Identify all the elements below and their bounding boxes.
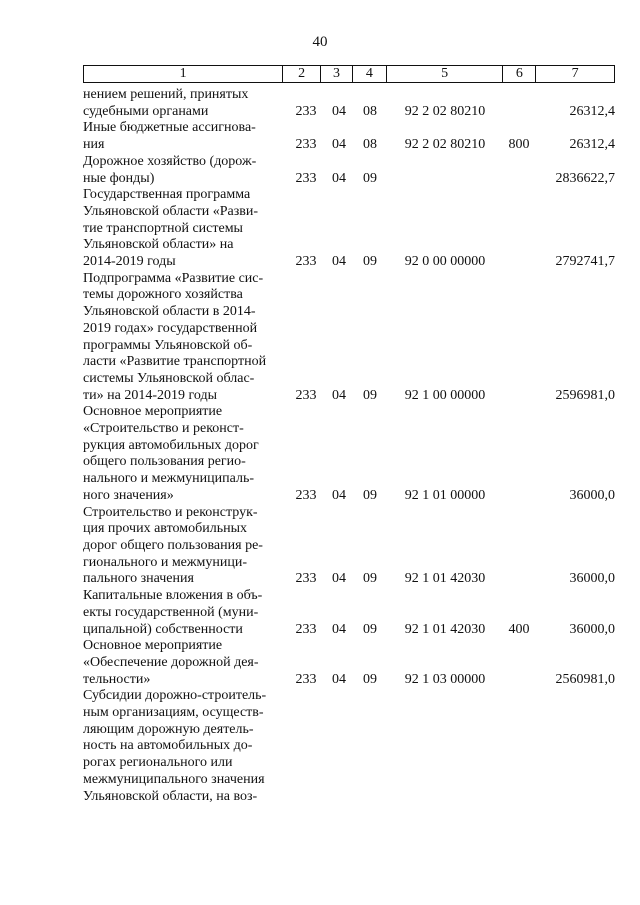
description-line: 2019 годах» государственной xyxy=(83,320,258,336)
description-line: пального значения xyxy=(83,571,194,587)
row-description xyxy=(83,638,288,688)
description-line: гионального и межмуници- xyxy=(83,554,248,570)
row-target-code: 92 2 02 80210 xyxy=(404,137,486,153)
description-line: общего пользования регио- xyxy=(83,454,246,470)
description-line: ципальной) собственности xyxy=(83,621,243,637)
header-col-4: 4 xyxy=(353,66,387,82)
description-line: ным организациям, осуществ- xyxy=(83,705,264,721)
row-description xyxy=(83,187,288,271)
description-line: ния xyxy=(83,137,105,153)
description-line: «Строительство и реконст- xyxy=(83,421,244,437)
table-row xyxy=(83,271,615,405)
description-line: нального и межмуниципаль- xyxy=(83,471,255,487)
header-col-3: 3 xyxy=(321,66,353,82)
row-amount: 26312,4 xyxy=(569,103,615,119)
row-amount: 2560981,0 xyxy=(555,671,615,687)
description-line: системы Ульяновской облас- xyxy=(83,370,255,386)
description-line: Субсидии дорожно-строитель- xyxy=(83,688,267,704)
description-line: рукция автомобильных дорог xyxy=(83,437,259,453)
row-description xyxy=(83,588,288,638)
row-amount: 36000,0 xyxy=(569,487,615,503)
description-line: Капитальные вложения в объ- xyxy=(83,588,263,604)
description-line: ные фонды) xyxy=(83,170,155,186)
description-line: екты государственной (муни- xyxy=(83,604,259,620)
row-section: 04 xyxy=(332,170,346,186)
table-row xyxy=(83,154,615,187)
description-line: ти» на 2014-2019 годы xyxy=(83,387,217,403)
description-line: Иные бюджетные ассигнова- xyxy=(83,120,256,136)
row-description xyxy=(83,404,288,504)
table-row xyxy=(83,120,615,153)
description-line: Основное мероприятие xyxy=(83,404,223,420)
description-line: Основное мероприятие xyxy=(83,638,223,654)
description-line: темы дорожного хозяйства xyxy=(83,287,243,303)
table-body xyxy=(83,87,615,805)
table-header xyxy=(83,65,615,83)
row-subsection: 08 xyxy=(363,137,377,153)
table-row xyxy=(83,688,615,805)
row-target-code: 92 1 00 00000 xyxy=(404,387,486,403)
description-line: Строительство и реконструк- xyxy=(83,504,258,520)
row-description xyxy=(83,688,288,805)
row-section: 04 xyxy=(332,387,346,403)
description-line: тельности» xyxy=(83,671,151,687)
row-subsection: 08 xyxy=(363,103,377,119)
description-line: тие транспортной системы xyxy=(83,220,243,236)
row-section: 04 xyxy=(332,571,346,587)
row-amount: 2596981,0 xyxy=(555,387,615,403)
row-chapter: 233 xyxy=(295,103,317,119)
description-line: ность на автомобильных до- xyxy=(83,738,253,754)
description-line: Ульяновской области» на xyxy=(83,237,234,253)
table-row xyxy=(83,187,615,271)
description-line: Дорожное хозяйство (дорож- xyxy=(83,153,257,169)
row-section: 04 xyxy=(332,254,346,270)
row-target-code: 92 1 01 42030 xyxy=(404,571,486,587)
row-section: 04 xyxy=(332,103,346,119)
row-description xyxy=(83,120,288,153)
row-expense-type: 400 xyxy=(508,621,530,637)
description-line: Ульяновской области «Разви- xyxy=(83,203,259,219)
description-line: межмуниципального значения xyxy=(83,771,265,787)
row-amount: 2792741,7 xyxy=(555,254,615,270)
row-description xyxy=(83,271,288,405)
row-subsection: 09 xyxy=(363,487,377,503)
description-line: ция прочих автомобильных xyxy=(83,521,247,537)
row-chapter: 233 xyxy=(295,170,317,186)
description-line: программы Ульяновской об- xyxy=(83,337,253,353)
description-line: Подпрограмма «Развитие сис- xyxy=(83,270,264,286)
row-description xyxy=(83,505,288,589)
description-line: рогах регионального или xyxy=(83,755,233,771)
row-target-code: 92 1 01 00000 xyxy=(404,487,486,503)
row-chapter: 233 xyxy=(295,571,317,587)
row-chapter: 233 xyxy=(295,621,317,637)
description-line: Государственная программа xyxy=(83,187,251,203)
row-amount: 36000,0 xyxy=(569,571,615,587)
row-chapter: 233 xyxy=(295,137,317,153)
description-line: судебными органами xyxy=(83,103,209,119)
header-col-6: 6 xyxy=(503,66,536,82)
page-number: 40 xyxy=(312,34,328,50)
row-target-code: 92 0 00 00000 xyxy=(404,254,486,270)
row-section: 04 xyxy=(332,621,346,637)
table-row xyxy=(83,87,615,120)
description-line: ляющим дорожную деятель- xyxy=(83,721,254,737)
row-subsection: 09 xyxy=(363,671,377,687)
row-subsection: 09 xyxy=(363,571,377,587)
description-line: «Обеспечение дорожной дея- xyxy=(83,654,259,670)
header-col-1: 1 xyxy=(84,66,283,82)
description-line: ласти «Развитие транспортной xyxy=(83,354,267,370)
row-chapter: 233 xyxy=(295,487,317,503)
row-chapter: 233 xyxy=(295,254,317,270)
row-subsection: 09 xyxy=(363,621,377,637)
row-description xyxy=(83,154,288,187)
description-line: дорог общего пользования ре- xyxy=(83,537,263,553)
description-line: Ульяновской области в 2014- xyxy=(83,304,256,320)
table-row xyxy=(83,588,615,638)
description-line: нением решений, принятых xyxy=(83,87,249,102)
row-subsection: 09 xyxy=(363,254,377,270)
row-description xyxy=(83,87,288,120)
table-row xyxy=(83,638,615,688)
table-row xyxy=(83,404,615,504)
header-col-5: 5 xyxy=(387,66,504,82)
row-amount: 26312,4 xyxy=(569,137,615,153)
row-expense-type: 800 xyxy=(508,137,530,153)
description-line: ного значения» xyxy=(83,487,174,503)
header-col-2: 2 xyxy=(283,66,321,82)
description-line: 2014-2019 годы xyxy=(83,254,176,270)
table-row xyxy=(83,505,615,589)
row-chapter: 233 xyxy=(295,671,317,687)
header-col-7: 7 xyxy=(571,66,579,81)
row-subsection: 09 xyxy=(363,170,377,186)
row-section: 04 xyxy=(332,487,346,503)
description-line: Ульяновской области, на воз- xyxy=(83,788,258,804)
row-target-code: 92 1 01 42030 xyxy=(404,621,486,637)
row-amount: 36000,0 xyxy=(569,621,615,637)
row-section: 04 xyxy=(332,671,346,687)
row-amount: 2836622,7 xyxy=(555,170,615,186)
row-section: 04 xyxy=(332,137,346,153)
row-subsection: 09 xyxy=(363,387,377,403)
row-target-code: 92 1 03 00000 xyxy=(404,671,486,687)
row-chapter: 233 xyxy=(295,387,317,403)
row-target-code: 92 2 02 80210 xyxy=(404,103,486,119)
